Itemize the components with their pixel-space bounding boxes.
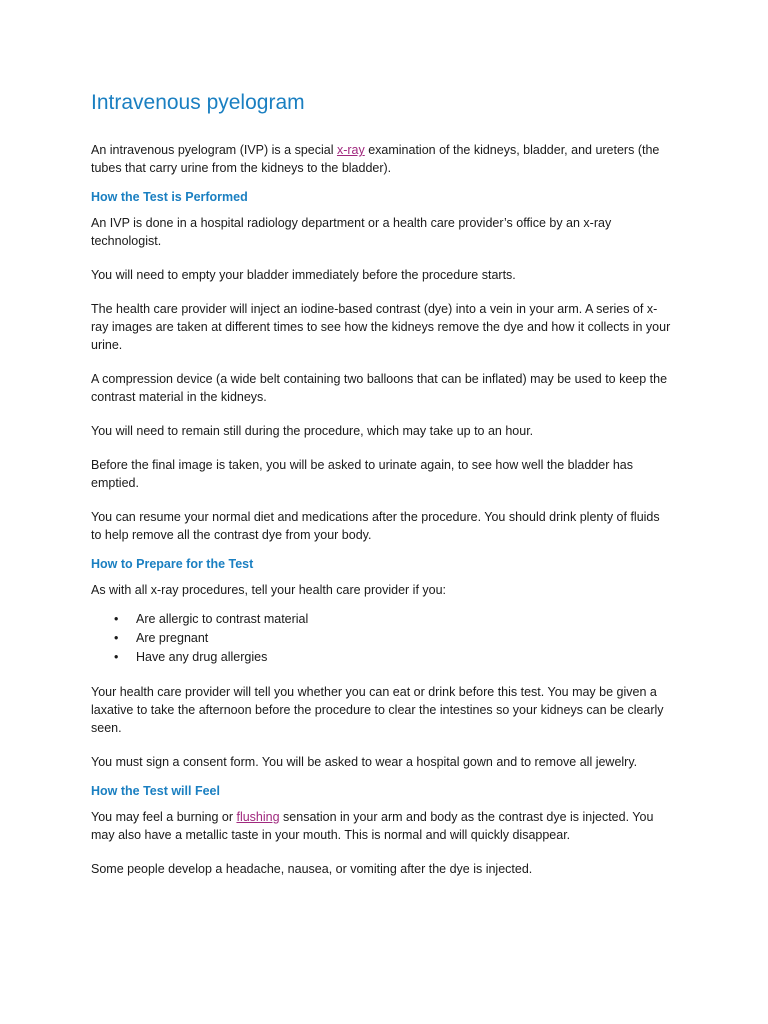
section-heading-prepare: How to Prepare for the Test <box>91 557 254 571</box>
performed-paragraph-2: You will need to empty your bladder immediately before the procedure starts. <box>91 268 516 282</box>
prepare-paragraph-2: You must sign a consent form. You will be asked to wear a hospital gown and to remove all jewelry. <box>91 755 638 769</box>
performed-paragraph-1: An IVP is done in a hospital radiology department or a health care provider’s office by an x-ray technologist. <box>91 216 612 248</box>
list-item: • Have any drug allergies <box>136 648 671 667</box>
list-item: • Are pregnant <box>136 629 671 648</box>
performed-paragraph-6: Before the final image is taken, you will be asked to urinate again, to see how well the bladder has emptied. <box>91 458 633 490</box>
flushing-link[interactable]: flushing <box>236 810 280 824</box>
page-title: Intravenous pyelogram <box>91 91 305 114</box>
prepare-list <box>91 610 671 667</box>
performed-paragraph-4: A compression device (a wide belt containing two balloons that can be inflated) may be used to keep the contrast material in the kidneys. <box>91 372 668 404</box>
performed-paragraph-3: The health care provider will inject an iodine-based contrast (dye) into a vein in your arm. A series of x-ray images are taken at different times to see how the kidneys remove the dye and how it collects in your urine. <box>91 302 671 352</box>
feel-paragraph-2: Some people develop a headache, nausea, or vomiting after the dye is injected. <box>91 862 533 876</box>
section-heading-performed: How the Test is Performed <box>91 190 248 204</box>
intro-paragraph <box>91 141 671 177</box>
feel-text-before: You may feel a burning or <box>91 810 237 824</box>
performed-paragraph-7: You can resume your normal diet and medications after the procedure. You should drink plenty of fluids to help remove all the contrast dye from your body. <box>91 510 660 542</box>
prepare-paragraph-1: Your health care provider will tell you whether you can eat or drink before this test. You may be given a laxative to take the afternoon before the procedure to clear the intestines so your kidneys can be clearly seen. <box>91 685 664 735</box>
x-ray-link[interactable]: x-ray <box>336 143 365 157</box>
feel-paragraph-1 <box>91 808 671 844</box>
prepare-lead: As with all x-ray procedures, tell your health care provider if you: <box>91 583 447 597</box>
performed-paragraph-5: You will need to remain still during the procedure, which may take up to an hour. <box>91 424 534 438</box>
intro-text-after: examination of the kidneys, bladder, and ureters (the tubes that carry urine from the kidneys to the bladder). <box>91 143 660 175</box>
feel-text-after: sensation in your arm and body as the contrast dye is injected. You may also have a metallic taste in your mouth. This is normal and will quickly disappear. <box>91 810 654 842</box>
section-heading-feel: How the Test will Feel <box>91 784 220 798</box>
document-page <box>91 88 671 894</box>
list-item: • Are allergic to contrast material <box>136 610 671 629</box>
intro-text-before: An intravenous pyelogram (IVP) is a special <box>91 143 337 157</box>
